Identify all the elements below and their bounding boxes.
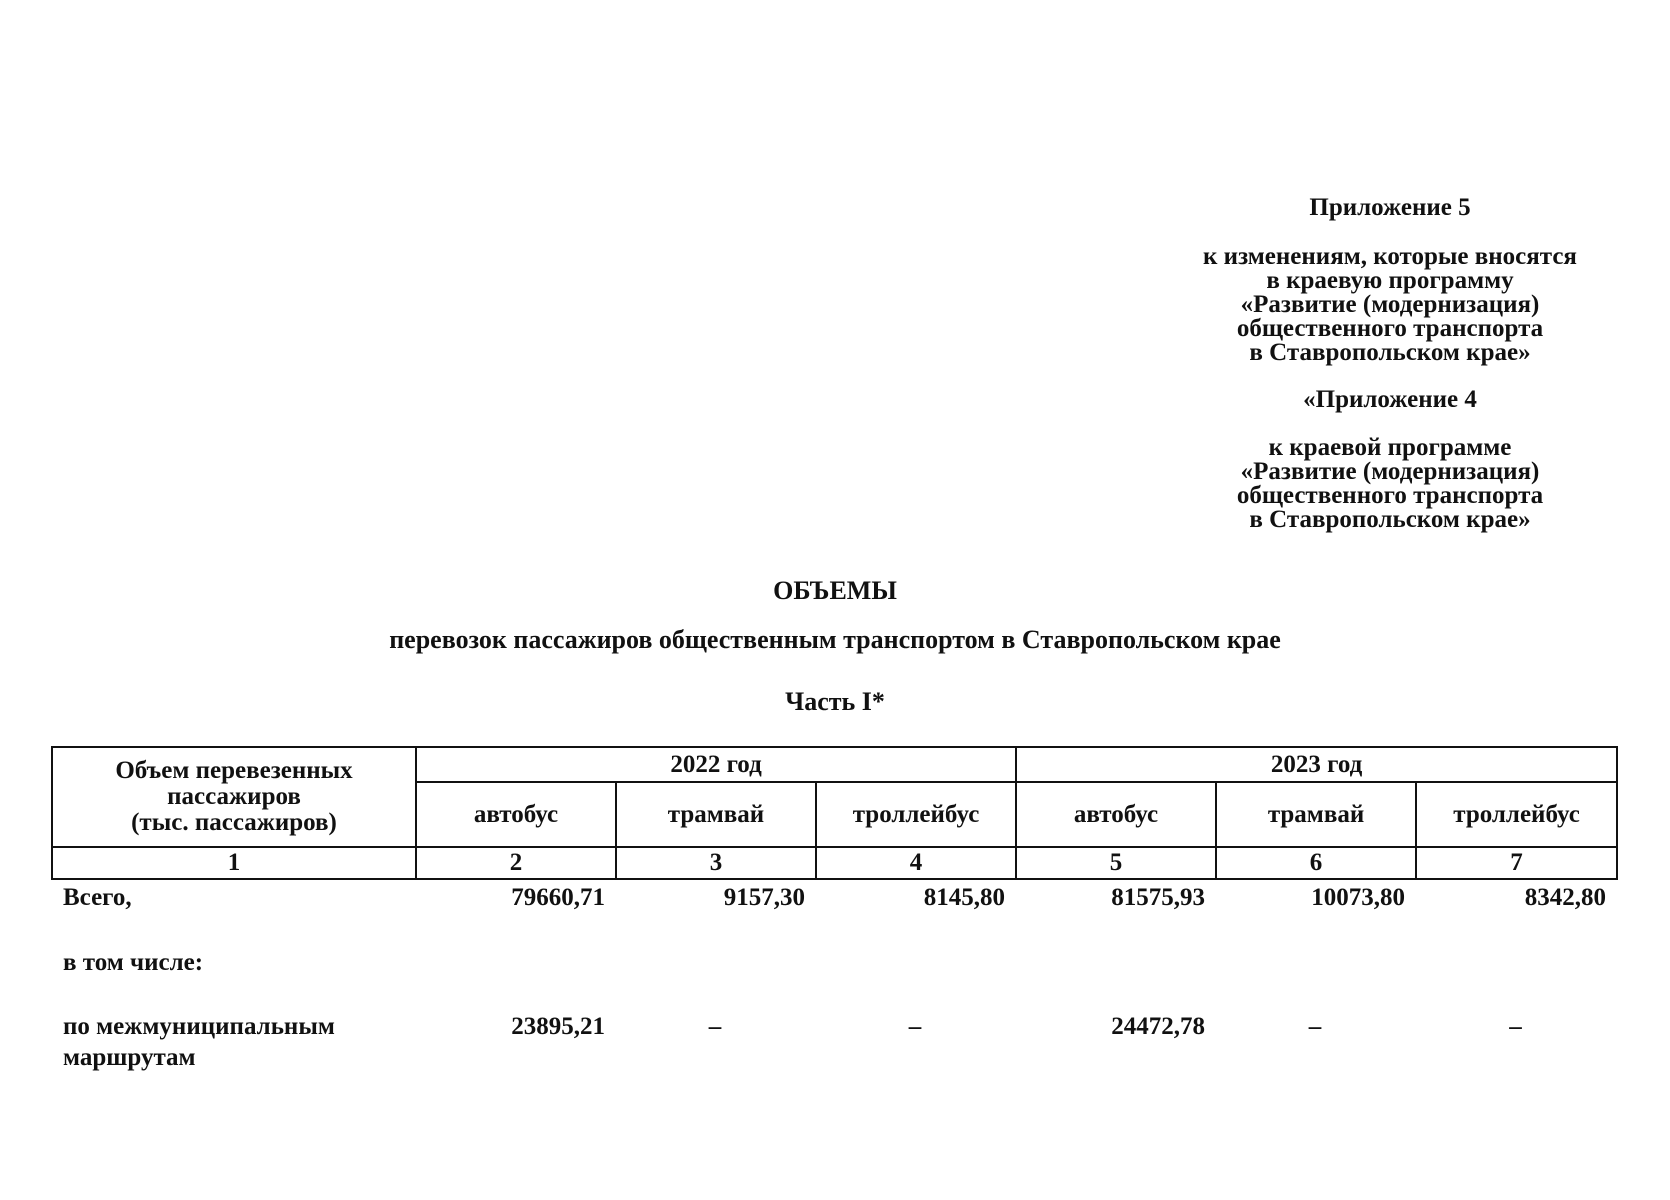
header-tram-2023: трамвай <box>1216 782 1416 847</box>
column-number: 2 <box>416 847 616 879</box>
header-trolleybus-2022: троллейбус <box>816 782 1016 847</box>
volume-table-header <box>51 746 1618 880</box>
cell-value: – <box>1509 1013 1522 1040</box>
volume-table-body <box>51 882 1616 1073</box>
cell-value: – <box>1308 1013 1322 1040</box>
table-row <box>51 947 1616 1011</box>
column-number: 4 <box>816 847 1016 879</box>
annex5-title <box>1160 196 1620 220</box>
header-year-2023: 2023 год <box>1016 747 1617 782</box>
annex5-line: в Ставропольском крае» <box>1249 339 1531 366</box>
cell-value: 8145,80 <box>923 884 1005 911</box>
column-number: 5 <box>1016 847 1216 879</box>
cell-value: 24472,78 <box>1111 1013 1205 1040</box>
annex4-body <box>1160 436 1620 532</box>
row-label-intermunicipal <box>51 1011 415 1073</box>
annex5-line: общественного транспорта <box>1236 315 1544 342</box>
annex5-line: «Развитие (модернизация) <box>1240 291 1540 318</box>
annex4-title-text: «Приложение 4 <box>1303 386 1477 413</box>
cell-value: – <box>708 1013 722 1040</box>
cell-value: 81575,93 <box>1111 884 1205 911</box>
column-number: 6 <box>1216 847 1416 879</box>
annex4-title <box>1160 388 1620 412</box>
column-number: 3 <box>616 847 816 879</box>
annex5-title-text: Приложение 5 <box>1309 194 1471 221</box>
header-passenger-volume-line: пассажиров <box>167 783 301 810</box>
cell-value: 8342,80 <box>1524 884 1606 911</box>
cell-value: 9157,30 <box>723 884 805 911</box>
header-tram-2022: трамвай <box>616 782 816 847</box>
annex4-line: в Ставропольском крае» <box>1249 506 1531 533</box>
header-bus-2022: автобус <box>416 782 616 847</box>
table-row <box>51 1011 1616 1073</box>
annex4-line: «Развитие (модернизация) <box>1240 458 1540 485</box>
column-number: 7 <box>1416 847 1617 879</box>
header-passenger-volume-line: (тыс. пассажиров) <box>131 809 337 836</box>
cell-value: 10073,80 <box>1311 884 1405 911</box>
header-bus-2023: автобус <box>1016 782 1216 847</box>
header-passenger-volume-line: Объем перевезенных <box>115 757 353 784</box>
annex4-line: общественного транспорта <box>1236 482 1544 509</box>
annex5-line: к изменениям, которые вносятся <box>1203 243 1577 270</box>
cell-value: – <box>908 1013 922 1040</box>
annex5-body <box>1160 245 1620 365</box>
header-year-2022: 2022 год <box>416 747 1016 782</box>
document-title: ОБЪЕМЫ <box>773 576 897 605</box>
row-label-including: в том числе: <box>63 949 204 976</box>
row-label-line: по межмуниципальным <box>63 1013 335 1040</box>
document-subtitle: перевозок пассажиров общественным транспортом в Ставропольском крае <box>389 625 1281 654</box>
row-label-total: Всего, <box>63 884 132 911</box>
table-row <box>51 882 1616 947</box>
annex4-line: к краевой программе <box>1268 434 1512 461</box>
document-part: Часть I* <box>785 687 885 716</box>
cell-value: 23895,21 <box>511 1013 605 1040</box>
header-trolleybus-2023: троллейбус <box>1416 782 1617 847</box>
header-passenger-volume <box>52 747 416 847</box>
row-label-line: маршрутам <box>63 1044 196 1071</box>
annex5-line: в краевую программу <box>1266 267 1514 294</box>
cell-value: 79660,71 <box>511 884 605 911</box>
column-number: 1 <box>52 847 416 879</box>
